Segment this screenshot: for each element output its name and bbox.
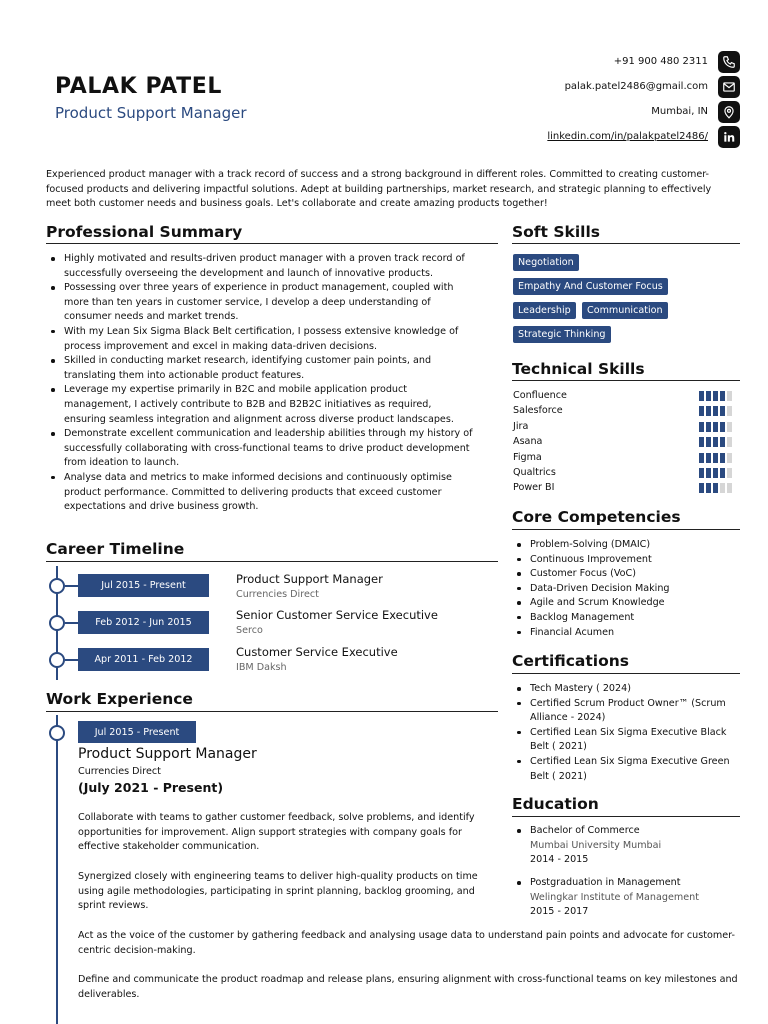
skill-level-segment [706,453,711,463]
skill-level-segment [727,468,732,478]
work-paragraph: Act as the voice of the customer by gathering feedback and analysing usage data to understand pain points and advocate for customer-centric decision-making. [78,930,735,956]
tech-skill-name: Confluence [513,390,567,401]
skill-level-segment [713,422,718,432]
certifications-list [512,682,742,784]
tech-skill-name: Salesforce [513,405,563,417]
skill-level-segment [727,483,732,493]
skill-level-segment [699,483,704,493]
work-period: (July 2021 - Present) [78,780,224,795]
list-item: Analyse data and metrics to make informed decisions and continuously optimise product performance. Committed to delivering products that exceed customer expectations and drive business growth. [46,471,476,515]
skill-tag: Strategic Thinking [513,326,611,343]
competencies-rule [512,529,740,530]
education-degree: Bachelor of Commerce [512,824,742,839]
summary-list [46,252,476,515]
work-dot [49,725,65,741]
skill-level-segment [727,391,732,401]
timeline-company: Currencies Direct [236,589,319,600]
skill-level-segment [706,468,711,478]
education-item [512,876,742,920]
skill-level-bar [699,453,732,463]
work-line [56,715,58,1024]
skill-level-segment [720,437,725,447]
skill-level-segment [727,422,732,432]
skill-level-bar [699,406,732,416]
skill-level-segment [706,391,711,401]
candidate-role: Product Support Manager [55,104,247,122]
skill-level-segment [713,483,718,493]
skill-level-segment [720,468,725,478]
skill-level-segment [699,437,704,447]
list-item: Financial Acumen [512,626,742,641]
list-item: Possessing over three years of experience in product management, coupled with more than ten years in customer service, I develop a deep understanding of consumer needs and market trends. [46,281,476,325]
skill-level-segment [699,468,704,478]
summary-title: Professional Summary [46,223,243,241]
skill-level-segment [713,391,718,401]
tech-skill-name: Qualtrics [513,467,556,478]
list-item: Backlog Management [512,611,742,626]
tech-skill-name: Asana [513,436,543,448]
skill-level-segment [727,406,732,416]
list-item: Leverage my expertise primarily in B2C and mobile application product management, I actively contribute to B2B and B2B2C initiatives as required, ensuring seamless integration and alignment across diverse product landscapes. [46,383,476,427]
list-item: Certified Lean Six Sigma Executive Black Belt ( 2021) [512,726,742,755]
education-rule [512,816,740,817]
list-item: With my Lean Six Sigma Black Belt certification, I possess extensive knowledge of process improvement and excel in making data-driven decisions. [46,325,476,354]
list-item: Skilled in conducting market research, identifying customer pain points, and translating them into actionable product features. [46,354,476,383]
timeline-date: Jul 2015 - Present [78,574,209,597]
list-item: Demonstrate excellent communication and leadership abilities through my history of successfully collaborating with cross-functional teams to drive product development from ideation to launch. [46,427,476,471]
skill-level-segment [706,437,711,447]
timeline-connector [65,585,78,587]
skill-level-segment [727,453,732,463]
skill-level-segment [727,437,732,447]
education-years: 2015 - 2017 [530,906,589,918]
list-item: Highly motivated and results-driven product manager with a proven track record of successfully overseeing the development and launch of innovative products. [46,252,476,281]
skill-level-segment [713,437,718,447]
timeline-dot [49,652,65,668]
skill-level-segment [720,391,725,401]
certifications-title: Certifications [512,652,630,670]
soft-skills-title: Soft Skills [512,223,600,241]
timeline-company: IBM Daksh [236,662,287,673]
list-item: Customer Focus (VoC) [512,567,742,582]
competencies-list [512,538,742,640]
work-role: Product Support Manager [78,746,257,762]
timeline-rule [46,561,498,562]
timeline-title: Career Timeline [46,540,185,558]
skill-level-segment [699,406,704,416]
list-item: Tech Mastery ( 2024) [512,682,742,697]
work-date: Jul 2015 - Present [78,721,196,743]
skill-level-segment [706,483,711,493]
intro-paragraph: Experienced product manager with a track record of success and a strong background in different roles. Committed to creating customer-focused products and delivering impactful solutions. Adept at building partnerships, market research, and strategic planning to effectively meet both customer needs and business goals. Let's collaborate and create amazing products together! [46,169,712,209]
skill-level-segment [713,453,718,463]
email-icon [718,76,740,98]
skill-level-segment [720,422,725,432]
tech-skill-name: Figma [513,451,542,463]
timeline-date: Feb 2012 - Jun 2015 [78,611,209,634]
list-item: Continuous Improvement [512,553,742,568]
tech-skill-name: Jira [513,420,529,432]
work-paragraph: Synergized closely with engineering teams to deliver high-quality products on time using agile methodologies, participating in sprint planning, backlog grooming, and sprint reviews. [78,871,478,911]
timeline-role: Customer Service Executive [236,645,398,659]
education-degree: Postgraduation in Management [512,876,742,891]
skill-level-segment [720,483,725,493]
certifications-rule [512,673,740,674]
list-item: Certified Scrum Product Owner™ (Scrum Alliance - 2024) [512,697,742,726]
tech-skills-title: Technical Skills [512,360,645,378]
timeline-date: Apr 2011 - Feb 2012 [78,648,209,671]
phone-text: +91 900 480 2311 [613,56,708,67]
tech-skills-rule [512,380,740,381]
skill-level-bar [699,483,732,493]
skill-level-bar [699,468,732,478]
education-item [512,824,742,868]
timeline-connector [65,622,78,624]
education-title: Education [512,795,599,813]
skill-level-segment [713,468,718,478]
skill-level-bar [699,391,732,401]
education-school: Mumbai University Mumbai [530,839,662,851]
work-rule [46,711,498,712]
candidate-name: PALAK PATEL [55,74,222,99]
location-icon [718,101,740,123]
list-item: Data-Driven Decision Making [512,582,742,597]
timeline-role: Product Support Manager [236,572,383,586]
skill-level-segment [720,406,725,416]
work-paragraph: Collaborate with teams to gather customer feedback, solve problems, and identify opportunities for improvement. Align support strategies with company goals for effective stakeholder communication. [78,812,475,852]
skill-level-segment [699,453,704,463]
soft-skills-rule [512,243,740,244]
skill-tag: Negotiation [513,254,579,271]
email-text[interactable]: palak.patel2486@gmail.com [564,81,708,92]
skill-tag: Empathy And Customer Focus [513,278,668,295]
timeline-role: Senior Customer Service Executive [236,608,438,622]
skill-level-segment [706,406,711,416]
timeline-dot [49,578,65,594]
tech-skill-name: Power BI [513,482,555,494]
competencies-title: Core Competencies [512,508,681,526]
skill-level-segment [699,391,704,401]
list-item: Certified Lean Six Sigma Executive Green Belt ( 2021) [512,755,742,784]
summary-rule [46,243,498,244]
timeline-dot [49,615,65,631]
skill-level-segment [713,406,718,416]
skill-level-bar [699,422,732,432]
linkedin-link[interactable]: linkedin.com/in/palakpatel2486/ [547,131,708,142]
list-item: Problem-Solving (DMAIC) [512,538,742,553]
education-school: Welingkar Institute of Management [530,891,699,903]
list-item: Agile and Scrum Knowledge [512,596,742,611]
skill-level-bar [699,437,732,447]
skill-tag: Communication [582,302,668,319]
work-paragraph: Define and communicate the product roadmap and release plans, ensuring alignment with cross-functional teams on key milestones and deliverables. [78,974,738,1000]
timeline-connector [65,659,78,661]
skill-tag: Leadership [513,302,576,319]
timeline-company: Serco [236,625,263,636]
skill-level-segment [699,422,704,432]
skill-level-segment [720,453,725,463]
linkedin-icon [718,126,740,148]
location-text: Mumbai, IN [651,106,708,117]
work-title: Work Experience [46,690,193,708]
phone-icon [718,51,740,73]
skill-level-segment [706,422,711,432]
education-years: 2014 - 2015 [530,854,589,866]
work-company: Currencies Direct [78,766,161,777]
